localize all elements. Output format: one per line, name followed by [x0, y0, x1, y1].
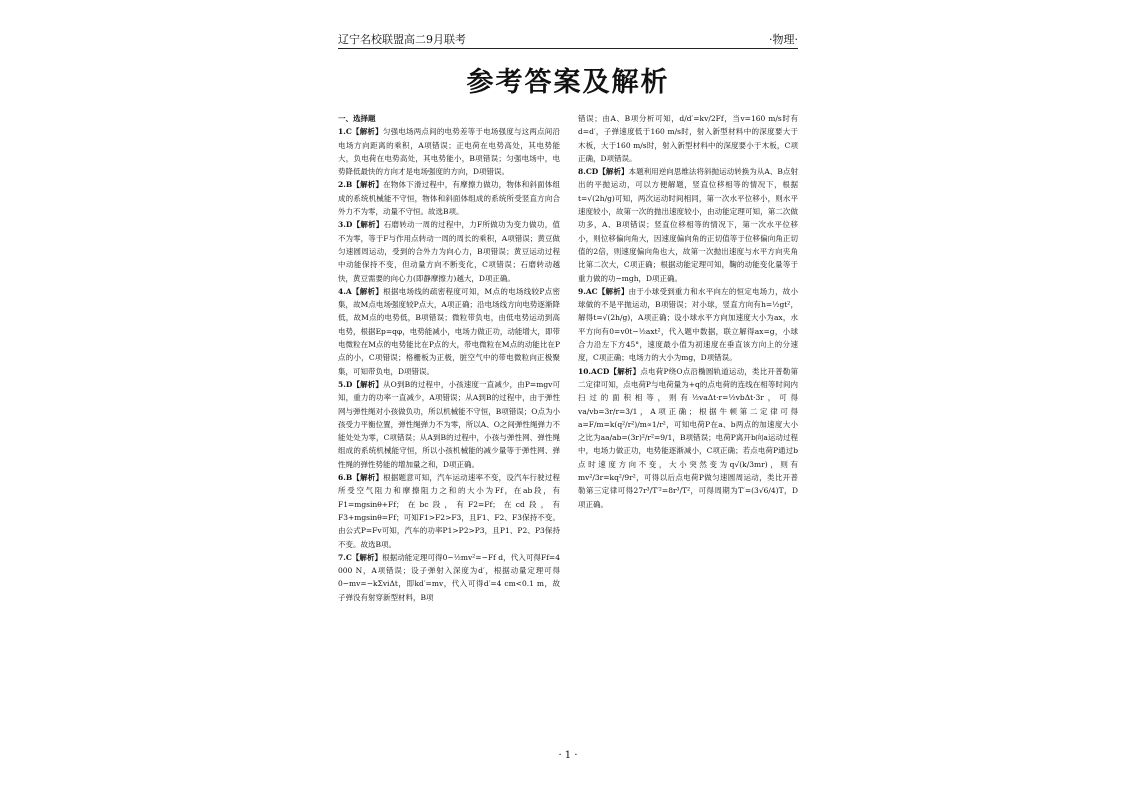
answer-item-10 [578, 365, 798, 511]
right-column [578, 112, 798, 511]
answer-text: 在物体下滑过程中，有摩擦力做功，物体和斜面体组成的系统机械能不守恒，物体和斜面体组成的系统所受竖直方向合外力不为零，动量不守恒。故选B项。 [338, 180, 560, 217]
answer-text: 由于小球受到重力和水平向左的恒定电场力，故小球做的不是平抛运动，B项错误；对小球，竖直方向有h=½gt²，解得t=√(2h/g)，A项正确；设小球水平方向加速度大小为ax，水平方向有0=v0t−½axt²，代入题中数据，联立解得ax=g，小球合力沿左下方45°，速度最小值为初速度在垂直该方向上的分速度，C项正确；电场力的大小为mg，D项错误。 [578, 286, 798, 363]
answer-item-5 [338, 378, 560, 471]
answer-label: 8.CD【解析】 [578, 167, 629, 177]
answer-item-7 [338, 551, 560, 604]
answer-label: 3.D【解析】 [338, 220, 384, 230]
answer-text: 根据电场线的疏密程度可知，M点的电场线较P点密集，故M点电场强度较P点大，A项正确；沿电场线方向电势逐渐降低，故M点的电势低，B项错误；微粒带负电，由低电势运动到高电势，根据Ep=qφ，电势能减小，电场力做正功，动能增大，即带电微粒在M点的电势能比在P点的大，带电微粒在M点的动能比在P点的小，C项错误；格栅板为正极，脏空气中的带电微粒向正极聚集，可知带负电，D项错误。 [338, 286, 560, 376]
answer-label: 2.B【解析】 [338, 180, 384, 190]
answer-item-4 [338, 285, 560, 378]
answer-text: 错误；由A、B项分析可知，d/d′=kv/2Ff，当v=160 m/s时有d=d′，子弹速度低于160 m/s时，射入新型材料中的深度要大于木板，大于160 m/s时，射入新型材料中的深度要小于木板，C项正确，D项错误。 [578, 114, 798, 163]
answer-label: 5.D【解析】 [338, 379, 384, 389]
header-left: 辽宁名校联盟高二9月联考 [338, 33, 466, 46]
answer-text: 本题利用逆向思维法将斜抛运动转换为从A、B点射出的平抛运动，可以方便解题，竖直位移相等的情况下，根据t=√(2h/g)可知，两次运动时间相同，第一次水平位移小，则水平速度较小，故第一次的抛出速度较小，由动能定理可知，第二次做功多，A、B项错误；竖直位移相等的情况下，第一次水平位移小，则位移偏向角大，因速度偏向角的正切值等于位移偏向角正切值的2倍，则速度偏向角也大，故第一次抛出速度与水平方向夹角比第二次大，C项正确；根据动能定理可知，鞠的动能变化量等于重力做的功−mgh，D项正确。 [578, 167, 798, 283]
answer-text: 从O到B的过程中，小孩速度一直减少，由P=mgv可知，重力的功率一直减少，A项错误；从A到B的过程中，由于弹性网与弹性绳对小孩做负功，所以机械能不守恒，B项错误；O点为小孩受力平衡位置，弹性绳弹力不为零，所以A、O之间弹性绳弹力不能处处为零，C项错误；从A到B的过程中，小孩与弹性网、弹性绳组成的系统机械能守恒，所以小孩机械能的减少量等于弹性网、弹性绳的弹性势能的增加量之和，D项正确。 [338, 379, 560, 469]
answer-item-7-continued [578, 112, 798, 165]
section-title: 一、选择题 [338, 114, 376, 123]
header-divider [338, 48, 798, 49]
answer-text: 石磨转动一周的过程中，力F所做功为变力做功，值不为零，等于F与作用点转动一周的周长的乘积，A项错误；黄豆做匀速圆周运动，受到的合外力为向心力，B项错误；黄豆运动过程中动能保持不变，但动量方向不断变化，C项错误；石磨转动越快，黄豆需要的向心力(即静摩擦力)越大，D项正确。 [338, 220, 560, 283]
page-number: · 1 · [558, 750, 578, 761]
answer-item-3 [338, 218, 560, 284]
answer-text: 根据动能定理可得0−½mv²=−Ff d，代入可得Ff=4 000 N，A项错误；设子弹射入深度为d′，根据动量定理可得0−mv=−kΣviΔt，即kd′=mv，代入可得d′=4 cm<0.1 m，故子弹没有射穿新型材料，B项 [338, 552, 560, 602]
answer-item-6 [338, 471, 560, 551]
answer-label: 1.C【解析】 [338, 127, 383, 137]
answer-label: 9.AC【解析】 [578, 286, 629, 296]
answer-label: 7.C【解析】 [338, 552, 383, 562]
answer-label: 6.B【解析】 [338, 473, 384, 483]
answer-label: 10.ACD【解析】 [578, 366, 641, 376]
answer-text: 点电荷P绕O点沿椭圆轨道运动，类比开普勒第二定律可知，点电荷P与电荷量为+q的点电荷的连线在相等时间内扫过的面积相等，则有½vaΔt·r=½vbΔt·3r，可得va/vb=3r/r=3/1，A项正确；根据牛顿第二定律可得a=F/m=k(q²/r²)/m∝1/r²，可知电荷P在a、b两点的加速度大小之比为aa/ab=(3r)²/r²=9/1，B项错误；电荷P离开b向a运动过程中，电场力做正功，电势能逐渐减小，C项正确；若点电荷P通过b点时速度方向不变，大小突然变为q√(k/3mr)，则有mv²/3r=kq²/9r²，可得以后点电荷P做匀速圆周运动，类比开普勒第三定律可得27r³/T′²=8r³/T²，可得周期为T′=(3√6/4)T，D项正确。 [578, 366, 799, 509]
answer-item-1 [338, 125, 560, 178]
answer-item-8 [578, 165, 798, 285]
answer-item-2 [338, 178, 560, 218]
answer-text: 匀强电场两点间的电势差等于电场强度与这两点间沿电场方向距离的乘积，A项错误；正电荷在电势高处，其电势能大，负电荷在电势高处，其电势能小，B项错误；匀强电场中，电势降低最快的方向才是电场强度的方向，D项错误。 [338, 127, 560, 177]
answer-item-9 [578, 285, 798, 365]
page-title: 参考答案及解析 [466, 67, 670, 98]
page-header [338, 33, 798, 47]
answer-label: 4.A【解析】 [338, 286, 384, 296]
left-column [338, 112, 560, 604]
answer-text: 根据题意可知，汽车运动速率不变，设汽车行驶过程所受空气阻力和摩擦阻力之和的大小为Ff，在ab段，有F1=mgsinθ+Ff；在bc段，有F2=Ff；在cd段，有F3+mgsinθ=Ff；可知F1>F2>F3，且F1、F2、F3保持不变。由公式P=Fv可知，汽车的功率P1>P2>P3，且P1、P2、P3保持不变。故选B项。 [338, 473, 560, 549]
header-right: ·物理· [769, 33, 798, 46]
